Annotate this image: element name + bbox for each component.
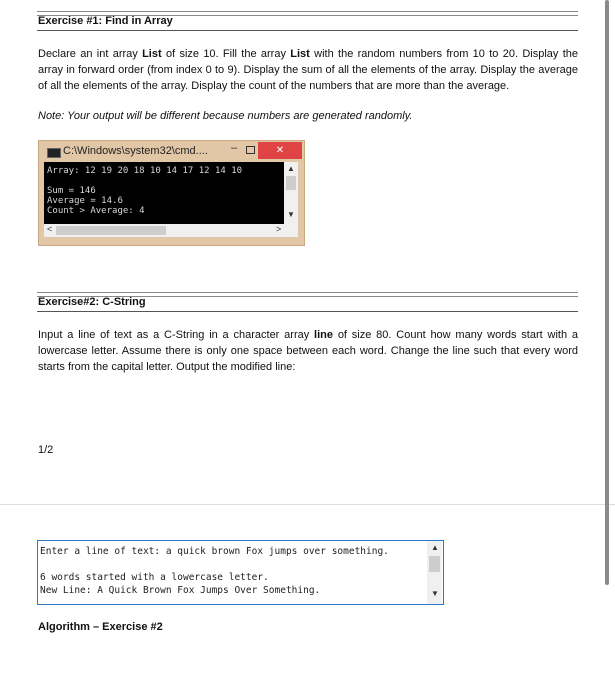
close-icon[interactable]: ✕ xyxy=(258,142,302,159)
exercise1-note: Note: Your output will be different because numbers are generated randomly. xyxy=(38,110,413,122)
scroll-down-icon[interactable]: ▼ xyxy=(431,589,439,598)
console-line: Enter a line of text: a quick brown Fox jumps over something. xyxy=(40,546,389,557)
cmd-icon xyxy=(47,148,61,158)
exercise1-heading: Exercise #1: Find in Array xyxy=(38,15,173,27)
page-number: 1/2 xyxy=(38,444,54,456)
exercise2-heading: Exercise#2: C-String xyxy=(38,296,146,308)
page-break xyxy=(0,504,615,505)
exercise1-heading-underline xyxy=(37,30,578,31)
console-vertical-scrollbar[interactable] xyxy=(427,541,442,604)
scroll-up-icon[interactable]: ▲ xyxy=(431,543,439,552)
cmd-horizontal-scrollbar[interactable] xyxy=(44,224,298,237)
exercise2-description: Input a line of text as a C-String in a character array line of size 80. Count how many words start with a lowercase letter. Assume there is only one space between each word. Change the line such that every word starts from the capital letter. Output the modified line: xyxy=(38,329,578,373)
exercise2-heading-underline xyxy=(37,311,578,312)
cmd-vertical-scrollbar[interactable] xyxy=(284,162,298,224)
scroll-down-icon[interactable]: ▼ xyxy=(287,210,295,219)
cmd-line: Sum = 146 xyxy=(47,186,96,196)
console-line: New Line: A Quick Brown Fox Jumps Over Something. xyxy=(40,585,321,596)
minimize-icon[interactable]: – xyxy=(230,142,238,154)
scroll-thumb[interactable] xyxy=(56,226,166,235)
cmd-line: Average = 14.6 xyxy=(47,196,123,206)
scroll-up-icon[interactable]: ▲ xyxy=(287,164,295,173)
console-output-window xyxy=(37,540,444,605)
document-scrollbar[interactable] xyxy=(605,0,609,585)
exercise1-description: Declare an int array List of size 10. Fill the array List with the random numbers from 10 to 20. Display the array in forward order (from index 0 to 9). Display the sum of all the elements of the array. Display the average of all the elements of the array. Display the count of the numbers that are more than the average. xyxy=(38,48,578,92)
cmd-titlebar xyxy=(39,141,304,162)
cmd-output xyxy=(44,162,284,224)
cmd-line: Array: 12 19 20 18 10 14 17 12 14 10 xyxy=(47,166,243,176)
console-line: 6 words started with a lowercase letter. xyxy=(40,572,269,583)
maximize-icon[interactable] xyxy=(246,146,255,154)
scroll-thumb[interactable] xyxy=(286,176,296,190)
cmd-window xyxy=(38,140,305,246)
algorithm-heading: Algorithm – Exercise #2 xyxy=(38,621,163,633)
scroll-thumb[interactable] xyxy=(429,556,440,572)
scroll-left-icon[interactable]: < xyxy=(47,224,53,234)
scroll-right-icon[interactable]: > xyxy=(276,224,282,234)
cmd-line: Count > Average: 4 xyxy=(47,206,145,216)
cmd-title: C:\Windows\system32\cmd.... xyxy=(63,145,208,157)
